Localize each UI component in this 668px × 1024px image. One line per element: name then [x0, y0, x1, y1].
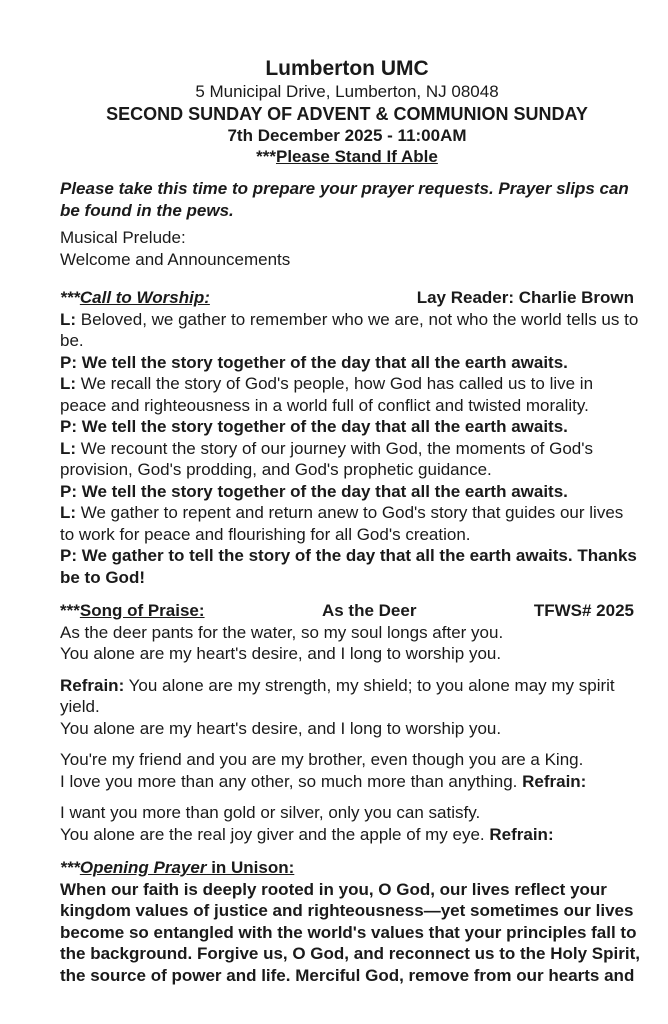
lyric-line [60, 802, 634, 824]
text-segment: be to God! [60, 567, 145, 587]
opening-prayer-title-rest: in Unison: [206, 858, 295, 877]
liturgy-line [60, 545, 637, 567]
liturgy-line [60, 438, 634, 460]
song-stanza [60, 622, 634, 665]
text-segment: Please take this time to prepare your prayer requests. Prayer slips can [60, 179, 629, 198]
church-address: 5 Municipal Drive, Lumberton, NJ 08048 [195, 82, 499, 101]
text-segment: Refrain: [489, 824, 554, 844]
text-segment: L: [60, 309, 77, 329]
call-to-worship-stars: *** [60, 288, 80, 307]
liturgy-line [60, 567, 634, 589]
text-segment: L: [60, 374, 77, 393]
lyric-line [60, 771, 634, 793]
stand-note-text: Please Stand If Able [275, 147, 438, 166]
lyric-line [60, 749, 634, 771]
text-segment: As the deer pants for the water, so my soul longs after you. [60, 622, 504, 642]
text-segment: We recall the story of God's people, how God has called us to live in [76, 374, 594, 393]
lyric-line [60, 675, 634, 697]
notice-line [60, 178, 634, 200]
lyric-line [60, 643, 634, 665]
stand-note-stars: *** [256, 147, 276, 166]
text-segment: yield. [60, 697, 100, 716]
song-of-praise-title [60, 600, 205, 622]
welcome-announcements-label: Welcome and Announcements [60, 249, 291, 269]
lyric-line [60, 718, 634, 740]
text-segment: P: We gather to tell the story of the day that all the earth awaits. Thanks [60, 546, 637, 565]
prayer-line [60, 922, 637, 944]
text-segment: We recount the story of our journey with God, the moments of God's [76, 438, 594, 458]
song-name: As the Deer [321, 601, 417, 620]
call-to-worship-title-text: Call to Worship: [79, 288, 210, 307]
prayer-line [60, 900, 634, 922]
liturgy-line [60, 416, 634, 438]
song-stanza [60, 749, 634, 792]
song-of-praise-stars: *** [60, 601, 80, 620]
text-segment: P: We tell the story together of the day that all the earth awaits. [60, 352, 568, 372]
liturgy-line [60, 309, 639, 331]
liturgy-line [60, 373, 634, 395]
text-segment: Beloved, we gather to remember who we are, not who the world tells us to [76, 309, 639, 329]
lyric-line [60, 622, 634, 644]
text-segment: You alone are my heart's desire, and I long to worship you. [60, 644, 502, 663]
text-segment: P: We tell the story together of the day that all the earth awaits. [60, 417, 568, 436]
liturgy-line [60, 459, 634, 481]
musical-prelude-label: Musical Prelude: [60, 228, 186, 247]
text-segment: to work for peace and flourishing for all God's creation. [60, 524, 471, 544]
text-segment: be found in the pews. [60, 200, 234, 220]
text-segment: peace and righteousness in a world full of conflict and twisted morality. [60, 395, 589, 415]
church-name: Lumberton UMC [265, 57, 429, 80]
text-segment: become so entangled with the world's values that your principles fall to [60, 922, 637, 942]
lay-reader-credit: Lay Reader: Charlie Brown [416, 288, 634, 307]
text-segment: You alone are my heart's desire, and I long to worship you. [60, 718, 502, 738]
prayer-line [60, 879, 634, 901]
lyric-line [60, 696, 634, 718]
service-title: SECOND SUNDAY OF ADVENT & COMMUNION SUNDAY [106, 104, 588, 124]
call-to-worship-title [60, 287, 210, 309]
text-segment: provision, God's prodding, and God's prophetic guidance. [60, 460, 492, 479]
opening-prayer-stars: *** [60, 858, 80, 877]
liturgy-line [60, 502, 634, 524]
song-lyrics [60, 622, 634, 846]
text-segment: P: We tell the story together of the day that all the earth awaits. [60, 481, 568, 501]
text-segment: We gather to repent and return anew to God's story that guides our lives [76, 503, 624, 522]
call-to-worship-section [60, 287, 639, 588]
opening-prayer-title-italic: Opening Prayer [79, 858, 207, 877]
song-hymnal-number: TFWS# 2025 [533, 601, 634, 620]
text-segment: L: [60, 503, 77, 522]
text-segment: I want you more than gold or silver, only you can satisfy. [60, 803, 481, 822]
text-segment: You're my friend and you are my brother, even though you are a King. [60, 750, 584, 769]
text-segment: You alone are my strength, my shield; to you alone may my spirit [124, 675, 615, 695]
liturgy-line [60, 524, 634, 546]
song-stanza [60, 802, 634, 845]
call-to-worship-header [60, 287, 634, 309]
text-segment: When our faith is deeply rooted in you, O God, our lives reflect your [60, 879, 607, 899]
liturgy-line [60, 330, 634, 352]
text-segment: Refrain: [522, 771, 587, 791]
song-stanza [60, 675, 634, 740]
bulletin-header [60, 56, 634, 167]
text-segment: Refrain: [60, 675, 125, 695]
opening-prayer-header [60, 857, 634, 879]
text-segment: kingdom values of justice and righteousness—yet sometimes our lives [60, 901, 634, 920]
opening-prayer-section [60, 857, 640, 986]
text-segment: the background. Forgive us, O God, and reconnect us to the Holy Spirit, [60, 944, 640, 963]
prayer-line [60, 943, 640, 965]
prayer-request-notice [60, 178, 634, 221]
stand-note [60, 147, 634, 167]
notice-line [60, 200, 634, 222]
prayer-line [60, 965, 634, 987]
text-segment: the source of power and life. Merciful God, remove from our hearts and [60, 965, 635, 985]
text-segment: I love you more than any other, so much more than anything. [60, 771, 523, 791]
liturgy-line [60, 352, 634, 374]
liturgy-line [60, 395, 634, 417]
text-segment: You alone are the real joy giver and the apple of my eye. [60, 824, 490, 844]
song-of-praise-section [60, 600, 634, 845]
service-datetime: 7th December 2025 - 11:00AM [227, 126, 467, 145]
song-of-praise-title-text: Song of Praise: [79, 601, 205, 620]
liturgy-line [60, 481, 634, 503]
song-of-praise-header [60, 600, 634, 622]
opening-prayer-title [80, 858, 294, 877]
call-to-worship-liturgy [60, 309, 639, 589]
prelude-block [60, 227, 634, 270]
opening-prayer-body [60, 879, 640, 987]
text-segment: be. [60, 331, 84, 350]
text-segment: L: [60, 438, 77, 458]
lyric-line [60, 824, 634, 846]
